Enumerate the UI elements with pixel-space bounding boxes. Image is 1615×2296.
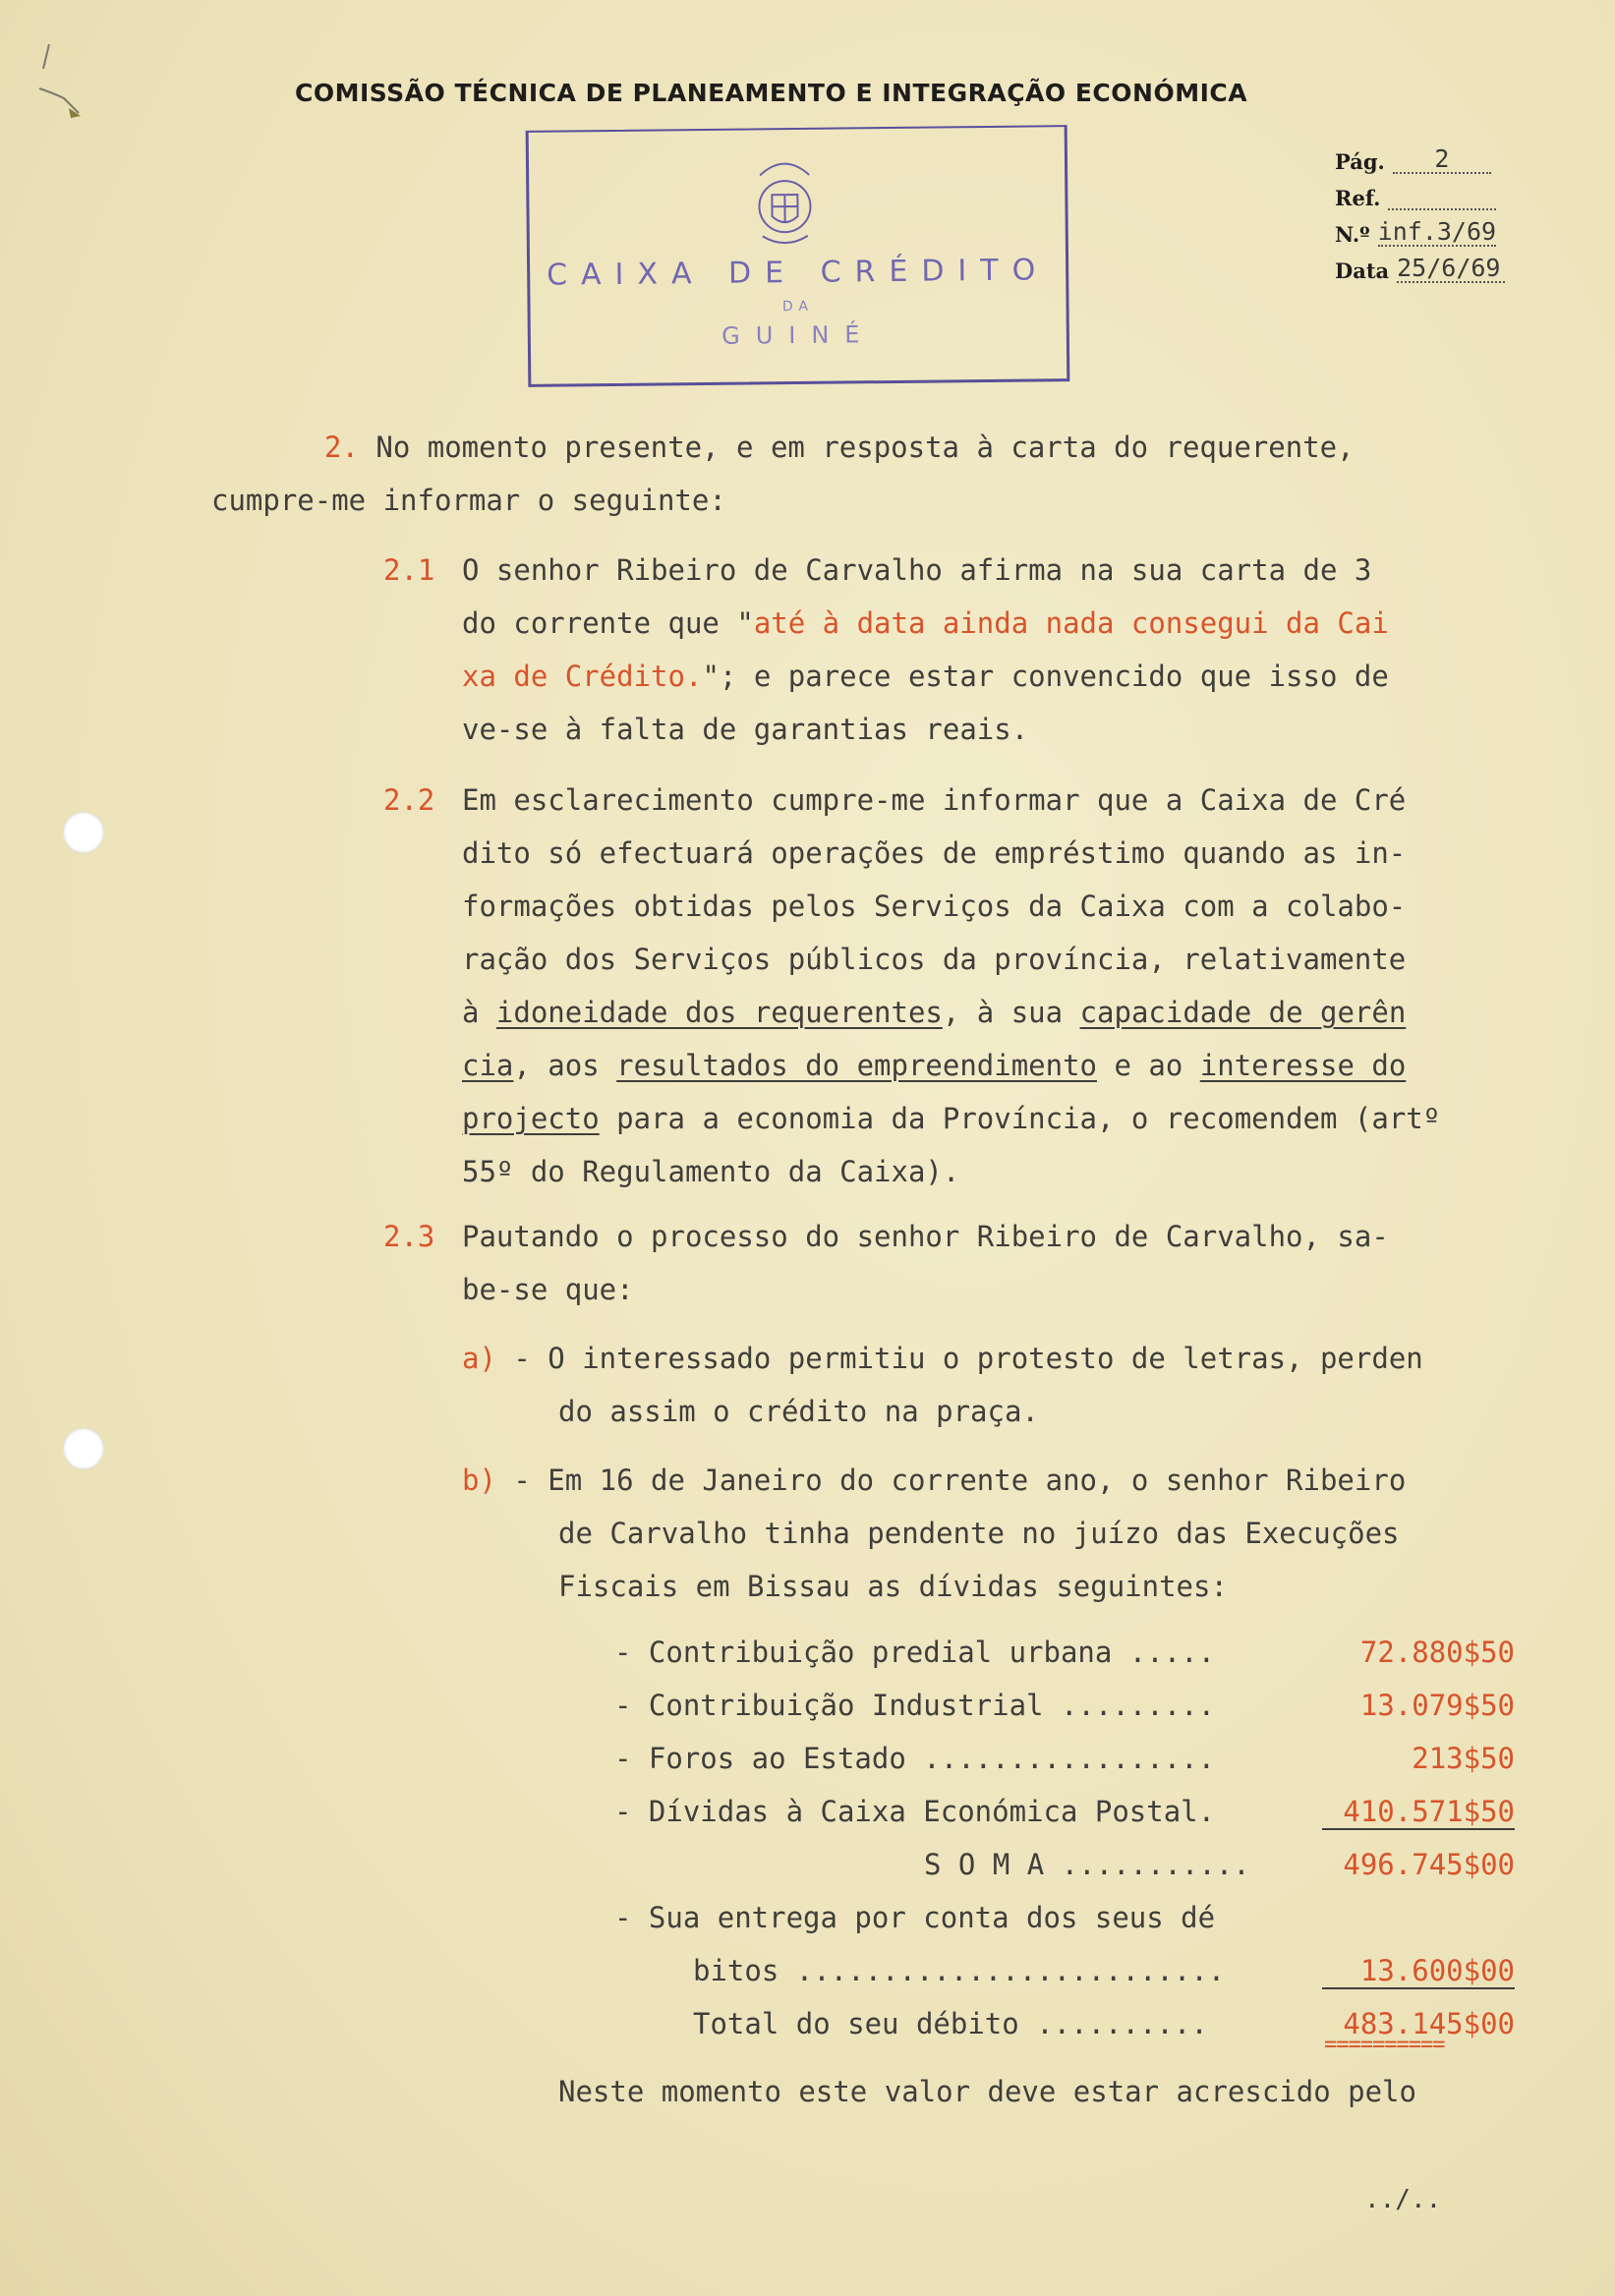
debt-item-label: - Foros ao Estado ................. [614, 1742, 1216, 1775]
ref-value [1388, 208, 1496, 210]
paragraph-2-2-line-1: Em esclarecimento cumpre-me informar que a Caixa de Cré [462, 783, 1407, 817]
paragraph-2-2-line-4: ração dos Serviços públicos da província, relativamente [462, 943, 1407, 976]
date-value: 25/6/69 [1397, 256, 1505, 283]
continuation-mark: ../.. [1364, 2185, 1442, 2214]
paragraph-2-1-line-1: O senhor Ribeiro de Carvalho afirma na sua carta de 3 [462, 553, 1372, 587]
debt-item-amount: 213$50 [1412, 1742, 1515, 1775]
delivery-rule [1322, 1987, 1515, 1989]
subtotal-rule [1322, 1828, 1515, 1830]
page-value: 2 [1393, 146, 1491, 174]
total-label: Total do seu débito .......... [693, 2007, 1208, 2040]
paragraph-2-line-2: cumpre-me informar o seguinte: [211, 484, 726, 517]
debt-item-amount: 72.880$50 [1359, 1636, 1515, 1669]
ref-row [1335, 174, 1505, 210]
paragraph-2-1-line-3 [462, 659, 1389, 694]
paragraph-2-2-line-8: 55º do Regulamento da Caixa). [462, 1155, 960, 1188]
coat-of-arms-icon [740, 147, 830, 257]
debt-item-label: - Contribuição Industrial ......... [614, 1689, 1216, 1722]
text-span: e ao [1097, 1049, 1200, 1082]
text-span: No momento presente, e em resposta à carta do requerente, [358, 430, 1355, 464]
underlined-text: resultados do empreendimento [616, 1049, 1098, 1082]
item-b-line-1 [462, 1463, 1406, 1498]
page-row [1335, 138, 1505, 174]
ref-label: Ref. [1335, 186, 1381, 210]
punch-hole [63, 812, 104, 853]
text-span: "; e parece estar convencido que isso de [702, 660, 1389, 693]
stamp-name: CAIXA DE CRÉDITO [546, 253, 1050, 293]
debt-item-amount: 13.079$50 [1359, 1689, 1515, 1722]
text-span: - Em 16 de Janeiro do corrente ano, o senhor Ribeiro [495, 1464, 1407, 1497]
text-span: para a economia da Província, o recomendem (artº [599, 1102, 1441, 1135]
text-span: - O interessado permitiu o protesto de letras, perden [495, 1342, 1423, 1375]
underlined-text: interesse do [1199, 1049, 1407, 1082]
quoted-text: até à data ainda nada consegui da Cai [753, 606, 1389, 640]
item-a-line-2: do assim o crédito na praça. [558, 1395, 1039, 1428]
sum-amount: 496.745$00 [1343, 1848, 1515, 1881]
pencil-mark [10, 39, 108, 118]
item-label: b) [462, 1464, 496, 1497]
paragraph-2-3-line-2: be-se que: [462, 1273, 634, 1306]
paragraph-2-1-line-2 [462, 605, 1389, 641]
quoted-text: xa de Crédito. [462, 660, 703, 693]
item-label: a) [462, 1342, 496, 1375]
total-double-rule: ========== [1324, 2033, 1445, 2057]
text-span: à [462, 996, 496, 1029]
underlined-text: capacidade de gerên [1079, 996, 1407, 1029]
sum-label: S O M A ........... [924, 1848, 1250, 1881]
item-a-line-1 [462, 1341, 1423, 1376]
paragraph-2-2-line-2: dito só efectuará operações de empréstimo quando as in- [462, 836, 1407, 870]
paragraph-2-2-line-5 [462, 995, 1406, 1030]
section-number: 2.2 [383, 783, 435, 817]
paragraph-2-line-1 [324, 430, 1355, 465]
underlined-text: projecto [462, 1102, 600, 1135]
underlined-text: cia [462, 1049, 514, 1082]
debt-item-label: - Dívidas à Caixa Económica Postal. [614, 1795, 1216, 1828]
debt-item-amount: 410.571$50 [1343, 1795, 1515, 1828]
paragraph-2-2-line-6 [462, 1048, 1406, 1083]
date-row [1335, 247, 1505, 283]
underlined-text: idoneidade dos requerentes [495, 996, 943, 1029]
closing-line: Neste momento este valor deve estar acrescido pelo [558, 2075, 1416, 2108]
page-label: Pág. [1335, 149, 1385, 174]
total-amount: 483.145$00 [1343, 2007, 1515, 2040]
rubber-stamp [526, 125, 1070, 387]
date-label: Data [1335, 258, 1390, 283]
section-number: 2.1 [383, 553, 435, 587]
text-span: , à sua [942, 996, 1080, 1029]
punch-hole [63, 1428, 104, 1469]
delivery-amount: 13.600$00 [1359, 1954, 1515, 1987]
paragraph-2-1-line-4: ve-se à falta de garantias reais. [462, 713, 1029, 746]
reference-block [1335, 138, 1505, 283]
paragraph-2-2-line-3: formações obtidas pelos Serviços da Caixa com a colabo- [462, 890, 1407, 923]
paragraph-2-3-line-1: Pautando o processo do senhor Ribeiro de Carvalho, sa- [462, 1220, 1389, 1253]
text-span: do corrente que " [462, 606, 754, 640]
debt-item-label: - Contribuição predial urbana ..... [614, 1636, 1216, 1669]
stamp-da: DA [781, 298, 815, 316]
delivery-line-2: bitos ......................... [693, 1954, 1226, 1987]
item-b-line-3: Fiscais em Bissau as dívidas seguintes: [558, 1570, 1228, 1603]
number-value: inf.3/69 [1377, 217, 1497, 246]
number-label: N.º [1335, 222, 1370, 247]
section-number: 2.3 [383, 1220, 435, 1253]
paragraph-2-2-line-7 [462, 1101, 1440, 1136]
stamp-place: GUINÉ [721, 320, 876, 350]
section-number: 2. [324, 430, 359, 464]
number-row [1335, 210, 1505, 247]
org-title: COMISSÃO TÉCNICA DE PLANEAMENTO E INTEGRAÇÃO ECONÓMICA [295, 79, 1248, 107]
item-b-line-2: de Carvalho tinha pendente no juízo das Execuções [558, 1517, 1400, 1550]
text-span: , aos [513, 1049, 617, 1082]
delivery-line-1: - Sua entrega por conta dos seus dé [614, 1901, 1216, 1934]
